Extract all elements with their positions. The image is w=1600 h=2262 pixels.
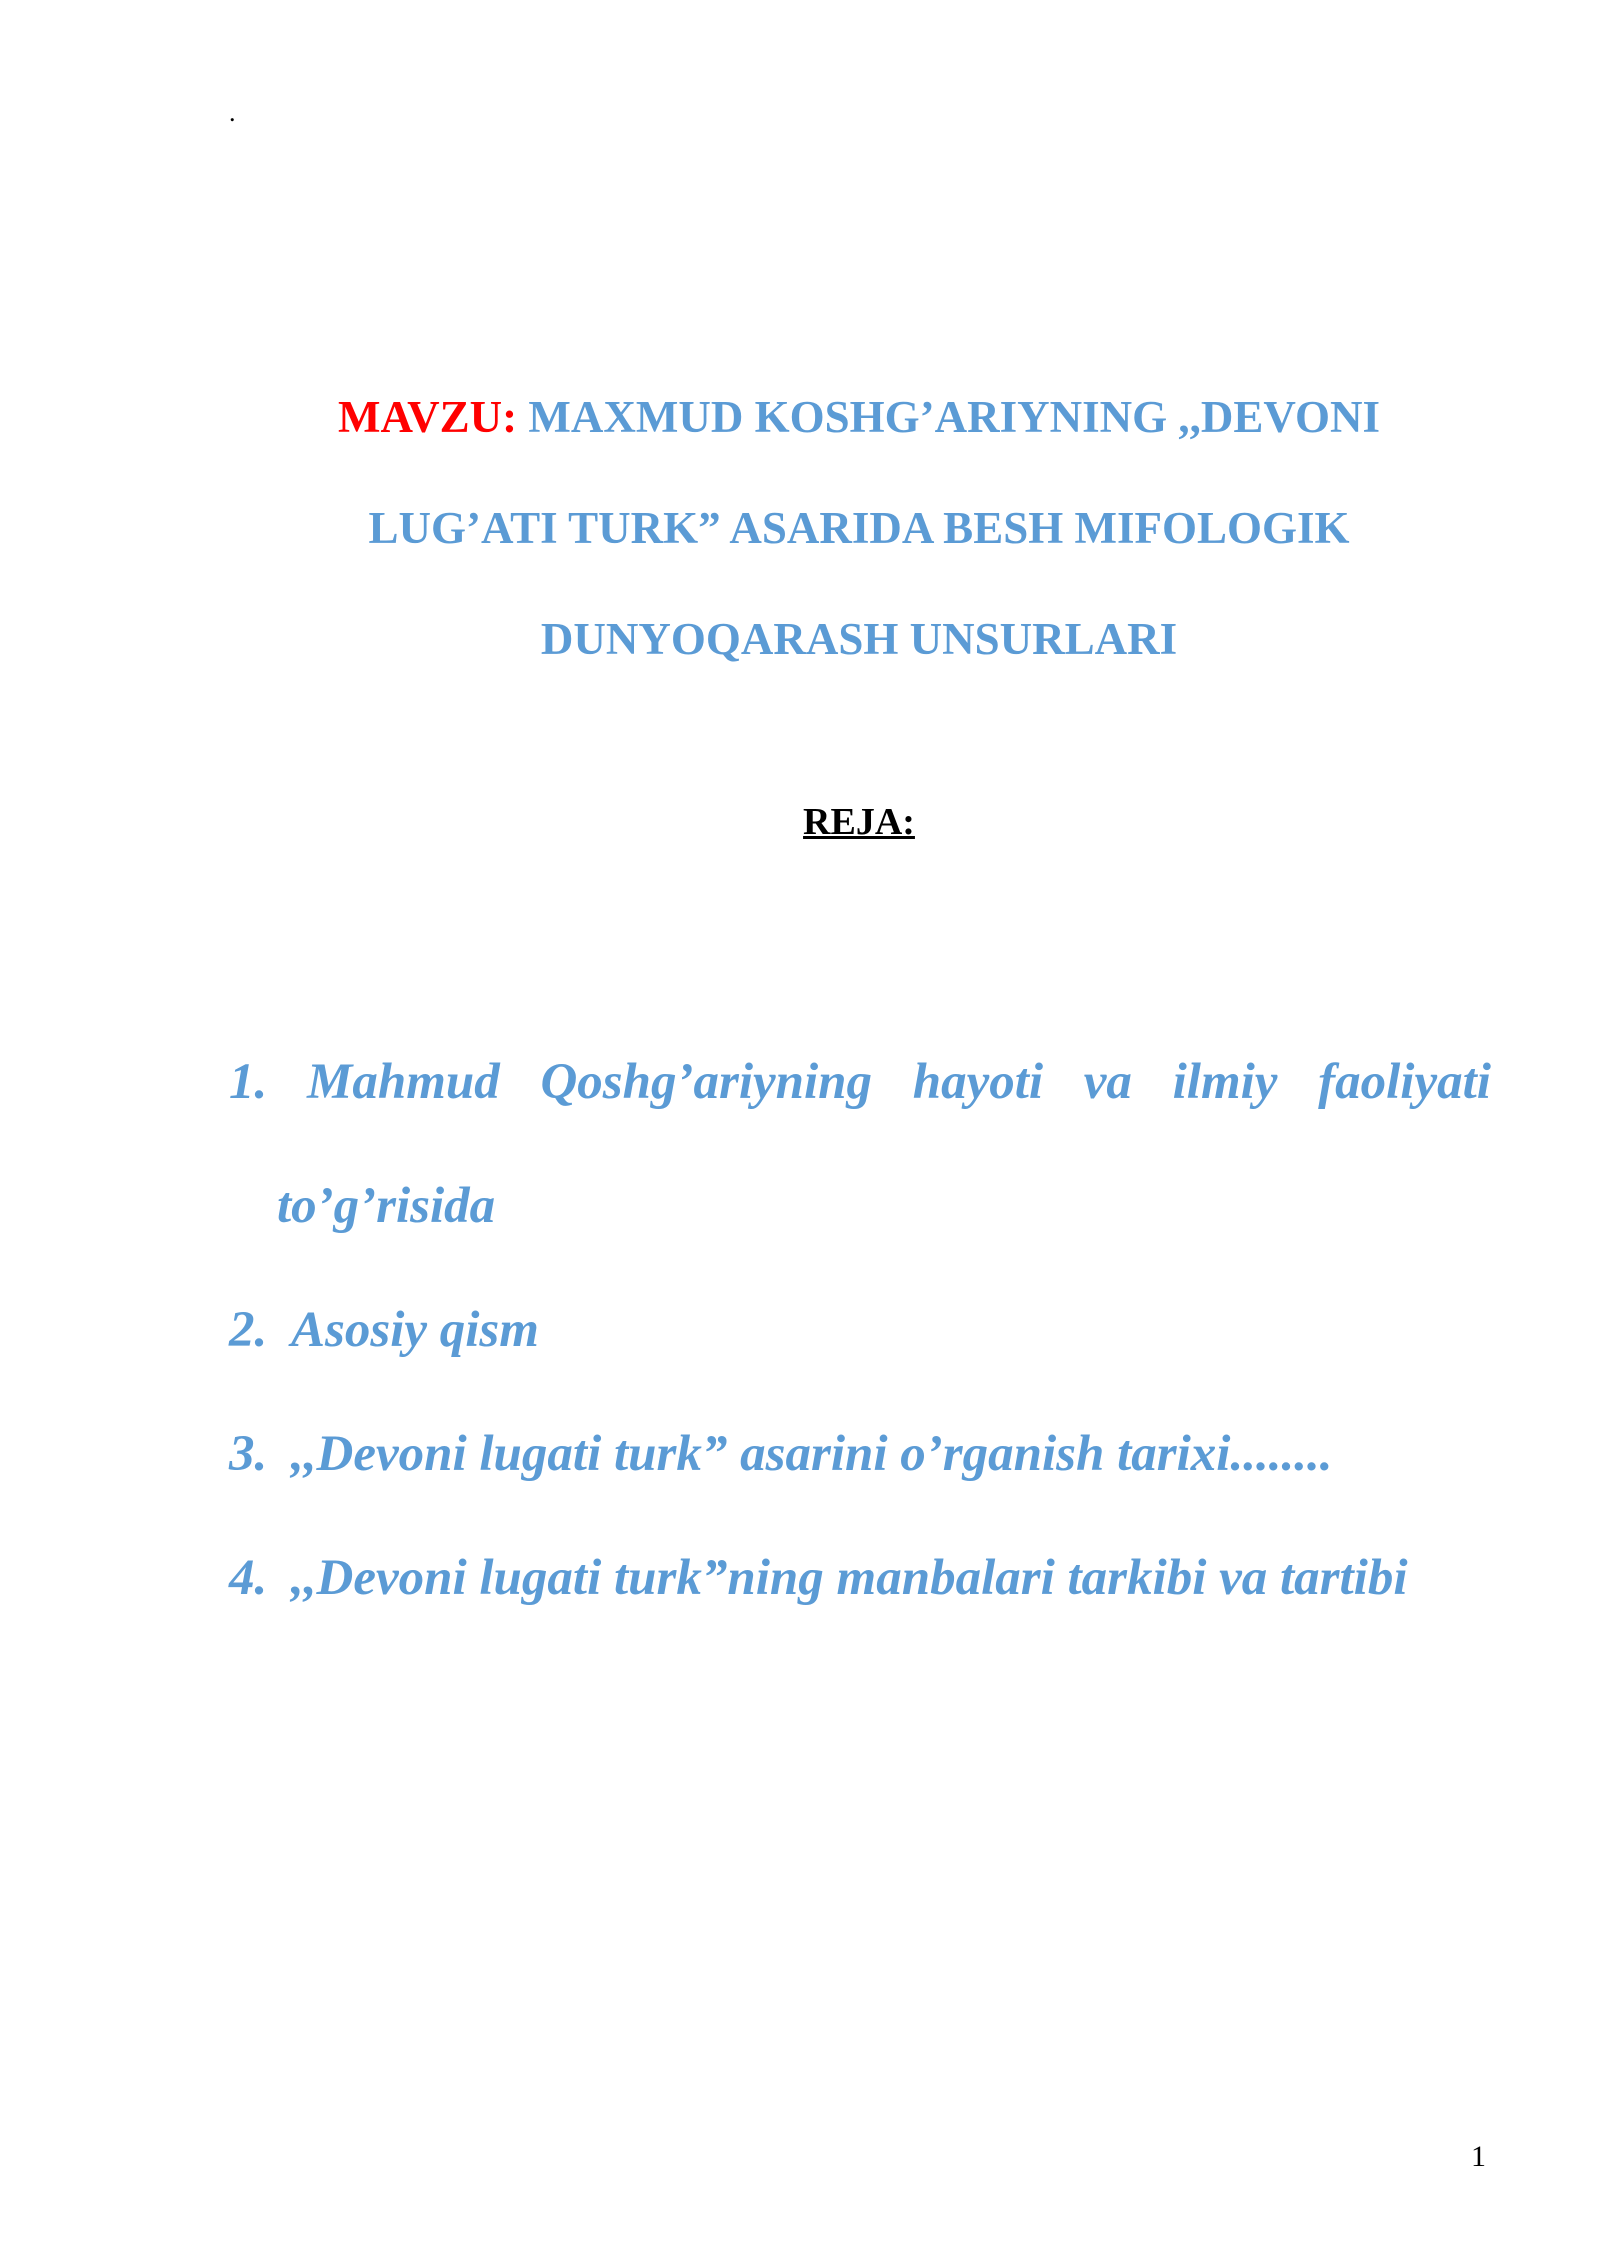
plan-item-text (307, 1020, 1491, 1144)
plan-item-word: faoliyati (1318, 1054, 1491, 1110)
title-line-1 (229, 362, 1489, 473)
plan-item-4 (229, 1516, 1491, 1640)
plan-item-number: 2. (229, 1302, 268, 1358)
plan-item-word: Mahmud (307, 1054, 500, 1110)
title-line-3: DUNYOQARASH UNSURLARI (540, 614, 1178, 664)
plan-item-word: va (1083, 1054, 1132, 1110)
plan-item-number: 1. (229, 1054, 268, 1110)
title-lead-label: MAVZU: (337, 392, 518, 442)
plan-item-number: 3. (229, 1426, 268, 1482)
page-number: 1 (1471, 2140, 1486, 2173)
title-line-1-text: MAXMUD KOSHG’ARIYNING ,,DEVONI (517, 392, 1381, 442)
plan-item-word: Qoshg’ariyning (540, 1054, 873, 1110)
document-title (229, 362, 1489, 695)
top-dot-mark: . (229, 98, 236, 127)
plan-item-2 (229, 1268, 1491, 1392)
plan-heading: REJA: (803, 801, 915, 843)
plan-item-1 (229, 1020, 1491, 1144)
plan-item-text: Asosiy qism (291, 1302, 539, 1358)
plan-item-number: 4. (229, 1550, 268, 1606)
plan-item-3 (229, 1392, 1491, 1516)
plan-item-text: ,,Devoni lugati turk”ning manbalari tarkibi va tartibi (291, 1550, 1408, 1606)
plan-item-word: ilmiy (1172, 1054, 1278, 1110)
plan-list (229, 1020, 1491, 1640)
plan-item-text: ,,Devoni lugati turk” asarini o’rganish tarixi........ (291, 1426, 1333, 1482)
plan-item-1-continuation: to’g’risida (277, 1178, 496, 1234)
plan-item-word: hayoti (912, 1054, 1044, 1110)
title-line-2: LUG’ATI TURK” ASARIDA BESH MIFOLOGIK (368, 503, 1350, 553)
